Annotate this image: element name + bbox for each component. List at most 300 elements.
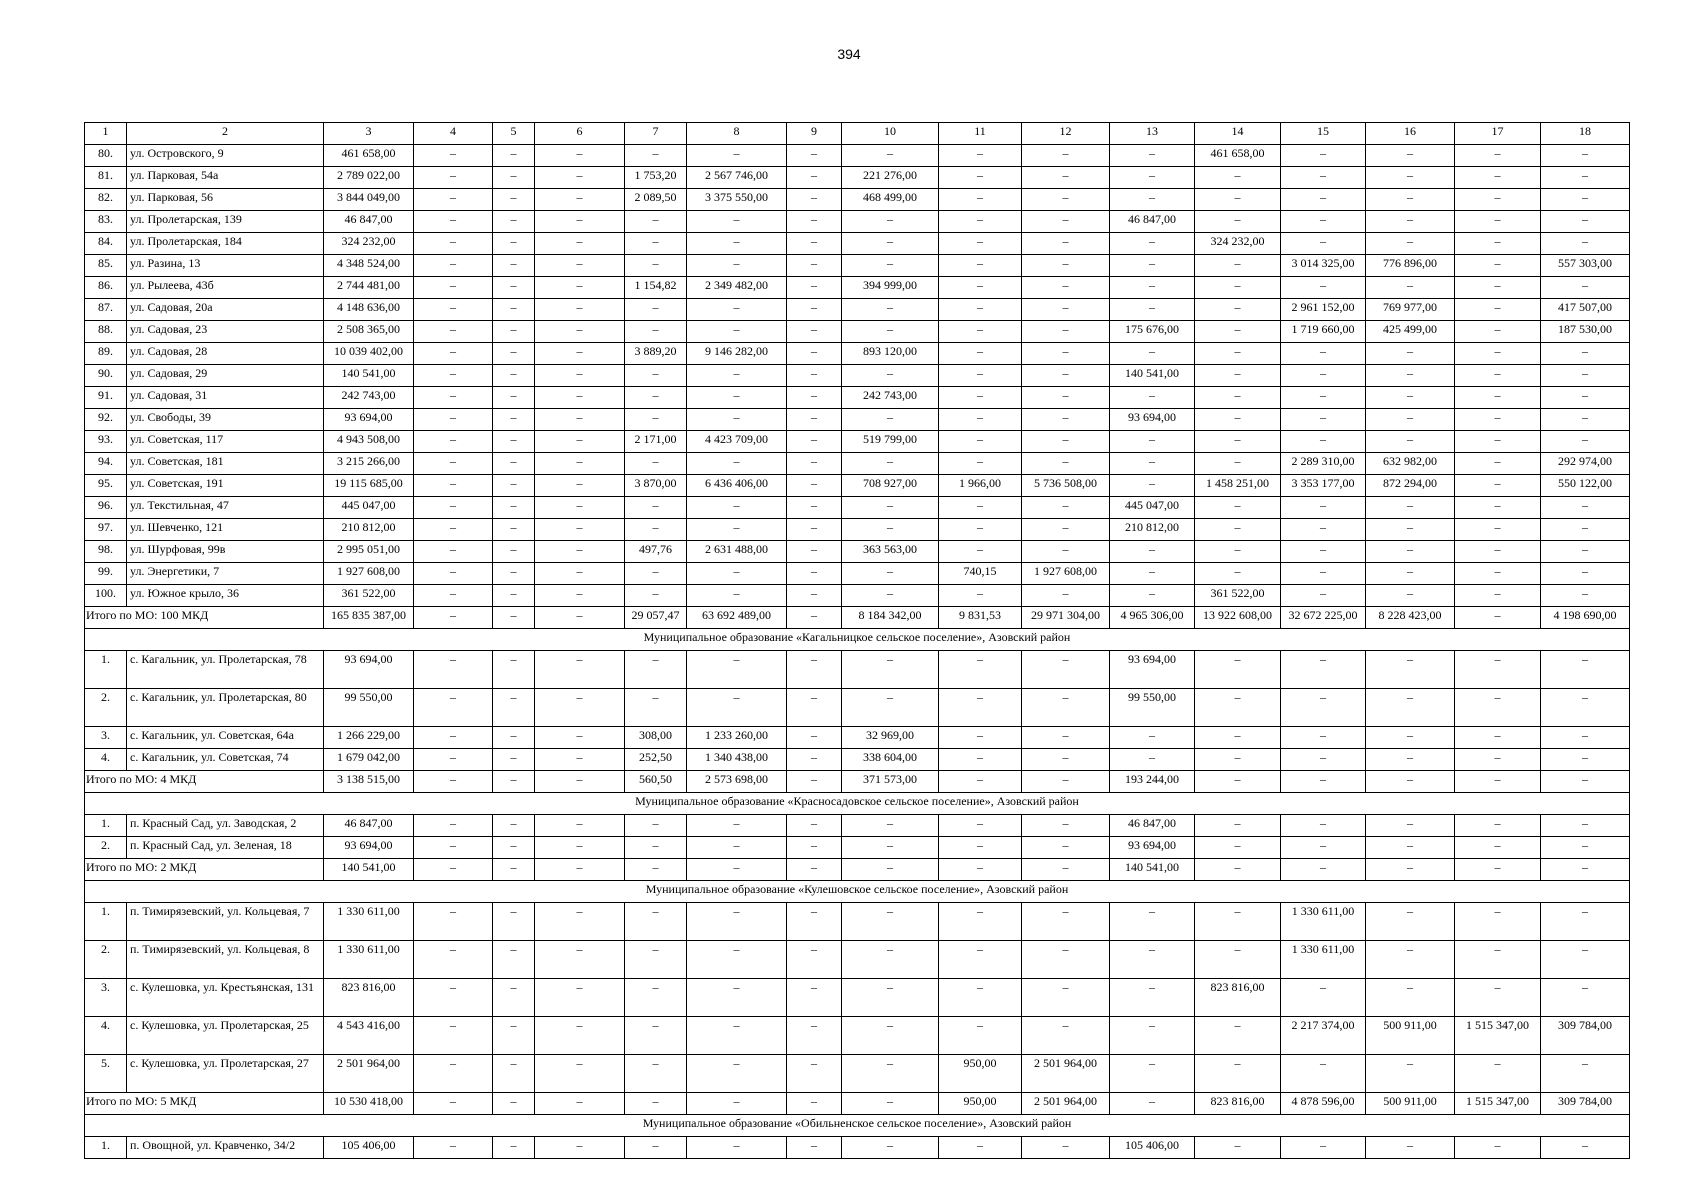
value-cell: – xyxy=(1110,979,1195,1017)
value-cell: – xyxy=(687,497,787,519)
total-cell: – xyxy=(535,1093,625,1115)
value-cell: – xyxy=(687,453,787,475)
value-cell: – xyxy=(939,365,1022,387)
value-cell: – xyxy=(1541,749,1630,771)
address-cell: ул. Рылеева, 43б xyxy=(127,277,324,299)
value-cell: – xyxy=(1281,541,1366,563)
value-cell: – xyxy=(1455,453,1541,475)
total-cell: – xyxy=(787,1093,842,1115)
value-cell: 324 232,00 xyxy=(1195,233,1281,255)
value-cell: – xyxy=(625,1055,687,1093)
total-label: Итого по МО: 2 МКД xyxy=(85,859,324,881)
value-cell: – xyxy=(1366,211,1455,233)
value-cell: – xyxy=(787,727,842,749)
value-cell: – xyxy=(1195,837,1281,859)
value-cell: – xyxy=(1022,321,1110,343)
value-cell: – xyxy=(1110,387,1195,409)
value-cell: – xyxy=(625,365,687,387)
value-cell: – xyxy=(493,585,535,607)
total-cell: 309 784,00 xyxy=(1541,1093,1630,1115)
address-cell: ул. Садовая, 31 xyxy=(127,387,324,409)
value-cell: – xyxy=(535,1055,625,1093)
value-cell: – xyxy=(787,979,842,1017)
value-cell: – xyxy=(687,255,787,277)
value-cell: – xyxy=(687,1017,787,1055)
value-cell: 445 047,00 xyxy=(324,497,414,519)
value-cell: – xyxy=(842,453,939,475)
row-number: 98. xyxy=(85,541,127,563)
value-cell: – xyxy=(493,145,535,167)
value-cell: – xyxy=(1366,541,1455,563)
total-row xyxy=(85,607,1630,629)
value-cell: – xyxy=(1541,837,1630,859)
row-number: 97. xyxy=(85,519,127,541)
value-cell: – xyxy=(787,343,842,365)
value-cell: – xyxy=(787,1017,842,1055)
value-cell: 461 658,00 xyxy=(1195,145,1281,167)
value-cell: – xyxy=(1110,233,1195,255)
total-cell: 10 530 418,00 xyxy=(324,1093,414,1115)
value-cell: – xyxy=(687,979,787,1017)
value-cell: – xyxy=(1022,815,1110,837)
total-cell: – xyxy=(1022,859,1110,881)
value-cell: – xyxy=(687,321,787,343)
value-cell: – xyxy=(1541,211,1630,233)
value-cell: – xyxy=(625,1137,687,1159)
value-cell: 140 541,00 xyxy=(1110,365,1195,387)
value-cell: – xyxy=(493,1137,535,1159)
value-cell: 1 753,20 xyxy=(625,167,687,189)
table-row xyxy=(85,233,1630,255)
value-cell: – xyxy=(1022,903,1110,941)
value-cell: – xyxy=(1541,1137,1630,1159)
value-cell: – xyxy=(1022,1137,1110,1159)
value-cell: 93 694,00 xyxy=(324,837,414,859)
total-cell: – xyxy=(414,859,493,881)
value-cell: – xyxy=(939,815,1022,837)
value-cell: – xyxy=(1455,585,1541,607)
value-cell: – xyxy=(535,727,625,749)
value-cell: 468 499,00 xyxy=(842,189,939,211)
address-cell: п. Тимирязевский, ул. Кольцевая, 8 xyxy=(127,941,324,979)
value-cell: – xyxy=(1455,431,1541,453)
column-header: 11 xyxy=(939,123,1022,145)
value-cell: – xyxy=(939,453,1022,475)
value-cell: – xyxy=(687,903,787,941)
value-cell: – xyxy=(1541,189,1630,211)
value-cell: – xyxy=(1195,651,1281,689)
value-cell: – xyxy=(1541,387,1630,409)
value-cell: – xyxy=(1455,255,1541,277)
value-cell: – xyxy=(1022,453,1110,475)
column-header: 16 xyxy=(1366,123,1455,145)
value-cell: – xyxy=(1455,387,1541,409)
address-cell: с. Кагальник, ул. Пролетарская, 80 xyxy=(127,689,324,727)
table-row xyxy=(85,189,1630,211)
value-cell: – xyxy=(1022,145,1110,167)
value-cell: – xyxy=(1110,1017,1195,1055)
value-cell: 140 541,00 xyxy=(324,365,414,387)
value-cell: – xyxy=(625,941,687,979)
value-cell: – xyxy=(535,749,625,771)
value-cell: – xyxy=(1110,541,1195,563)
table-row xyxy=(85,749,1630,771)
value-cell: – xyxy=(939,651,1022,689)
value-cell: – xyxy=(1195,497,1281,519)
value-cell: – xyxy=(1022,387,1110,409)
table-row xyxy=(85,727,1630,749)
value-cell: – xyxy=(493,211,535,233)
table-row xyxy=(85,585,1630,607)
total-cell: – xyxy=(1110,1093,1195,1115)
value-cell: – xyxy=(493,475,535,497)
value-cell: – xyxy=(1022,189,1110,211)
column-header: 2 xyxy=(127,123,324,145)
value-cell: – xyxy=(1195,727,1281,749)
value-cell: – xyxy=(493,749,535,771)
value-cell: – xyxy=(625,563,687,585)
value-cell: – xyxy=(1366,1137,1455,1159)
value-cell: 46 847,00 xyxy=(324,815,414,837)
row-number: 85. xyxy=(85,255,127,277)
value-cell: – xyxy=(1366,689,1455,727)
value-cell: – xyxy=(535,167,625,189)
value-cell: – xyxy=(1195,167,1281,189)
value-cell: – xyxy=(1541,727,1630,749)
value-cell: – xyxy=(787,277,842,299)
value-cell: 363 563,00 xyxy=(842,541,939,563)
value-cell: 1 927 608,00 xyxy=(324,563,414,585)
value-cell: – xyxy=(1195,749,1281,771)
total-cell: – xyxy=(1195,771,1281,793)
value-cell: 324 232,00 xyxy=(324,233,414,255)
value-cell: – xyxy=(1366,365,1455,387)
table-row xyxy=(85,815,1630,837)
data-table xyxy=(84,122,1630,1159)
value-cell: 3 844 049,00 xyxy=(324,189,414,211)
value-cell: – xyxy=(939,979,1022,1017)
column-header: 15 xyxy=(1281,123,1366,145)
value-cell: – xyxy=(535,563,625,585)
total-cell: 193 244,00 xyxy=(1110,771,1195,793)
address-cell: ул. Шевченко, 121 xyxy=(127,519,324,541)
value-cell: – xyxy=(1022,837,1110,859)
address-cell: ул. Островского, 9 xyxy=(127,145,324,167)
total-cell: – xyxy=(414,771,493,793)
value-cell: – xyxy=(535,343,625,365)
table-row xyxy=(85,1017,1630,1055)
row-number: 84. xyxy=(85,233,127,255)
value-cell: – xyxy=(1455,749,1541,771)
value-cell: – xyxy=(842,1017,939,1055)
value-cell: – xyxy=(535,277,625,299)
table-row xyxy=(85,651,1630,689)
table-row xyxy=(85,255,1630,277)
value-cell: – xyxy=(535,387,625,409)
value-cell: 2 217 374,00 xyxy=(1281,1017,1366,1055)
value-cell: – xyxy=(625,815,687,837)
value-cell: – xyxy=(1110,255,1195,277)
value-cell: – xyxy=(687,563,787,585)
value-cell: 105 406,00 xyxy=(324,1137,414,1159)
value-cell: – xyxy=(1366,277,1455,299)
value-cell: 32 969,00 xyxy=(842,727,939,749)
value-cell: – xyxy=(687,1137,787,1159)
value-cell: – xyxy=(842,409,939,431)
value-cell: 1 330 611,00 xyxy=(1281,941,1366,979)
value-cell: – xyxy=(787,475,842,497)
value-cell: – xyxy=(625,255,687,277)
value-cell: – xyxy=(1455,409,1541,431)
value-cell: – xyxy=(1455,651,1541,689)
value-cell: – xyxy=(842,145,939,167)
value-cell: – xyxy=(939,211,1022,233)
value-cell: – xyxy=(687,365,787,387)
value-cell: – xyxy=(1110,299,1195,321)
value-cell: – xyxy=(493,1017,535,1055)
value-cell: 1 927 608,00 xyxy=(1022,563,1110,585)
total-cell: – xyxy=(493,771,535,793)
value-cell: 3 889,20 xyxy=(625,343,687,365)
value-cell: – xyxy=(1455,1137,1541,1159)
total-cell: – xyxy=(414,1093,493,1115)
value-cell: 417 507,00 xyxy=(1541,299,1630,321)
value-cell: – xyxy=(1366,651,1455,689)
value-cell: 1 266 229,00 xyxy=(324,727,414,749)
value-cell: – xyxy=(939,299,1022,321)
value-cell: – xyxy=(1281,189,1366,211)
address-cell: с. Кагальник, ул. Советская, 74 xyxy=(127,749,324,771)
value-cell: – xyxy=(842,211,939,233)
column-header: 8 xyxy=(687,123,787,145)
value-cell: – xyxy=(842,1137,939,1159)
total-cell: 2 573 698,00 xyxy=(687,771,787,793)
value-cell: 4 148 636,00 xyxy=(324,299,414,321)
address-cell: ул. Энергетики, 7 xyxy=(127,563,324,585)
address-cell: ул. Садовая, 23 xyxy=(127,321,324,343)
value-cell: – xyxy=(1022,167,1110,189)
total-cell: 371 573,00 xyxy=(842,771,939,793)
total-cell: 500 911,00 xyxy=(1366,1093,1455,1115)
table-row xyxy=(85,453,1630,475)
value-cell: – xyxy=(535,255,625,277)
value-cell: 2 349 482,00 xyxy=(687,277,787,299)
total-cell: 823 816,00 xyxy=(1195,1093,1281,1115)
value-cell: 425 499,00 xyxy=(1366,321,1455,343)
value-cell: 175 676,00 xyxy=(1110,321,1195,343)
table-row xyxy=(85,409,1630,431)
value-cell: – xyxy=(787,497,842,519)
value-cell: – xyxy=(535,475,625,497)
table-row xyxy=(85,837,1630,859)
value-cell: – xyxy=(1195,541,1281,563)
total-cell: – xyxy=(787,607,842,629)
value-cell: 338 604,00 xyxy=(842,749,939,771)
total-cell: – xyxy=(939,771,1022,793)
row-number: 2. xyxy=(85,689,127,727)
value-cell: – xyxy=(535,941,625,979)
row-number: 1. xyxy=(85,1137,127,1159)
address-cell: п. Красный Сад, ул. Заводская, 2 xyxy=(127,815,324,837)
value-cell: 93 694,00 xyxy=(324,651,414,689)
value-cell: – xyxy=(1541,585,1630,607)
section-title: Муниципальное образование «Кулешовское сельское поселение», Азовский район xyxy=(85,881,1630,903)
value-cell: – xyxy=(1110,563,1195,585)
table-row xyxy=(85,1137,1630,1159)
value-cell: – xyxy=(1022,343,1110,365)
value-cell: – xyxy=(1455,903,1541,941)
row-number: 82. xyxy=(85,189,127,211)
value-cell: – xyxy=(1110,167,1195,189)
value-cell: – xyxy=(1366,519,1455,541)
value-cell: – xyxy=(414,837,493,859)
value-cell: – xyxy=(1110,145,1195,167)
value-cell: – xyxy=(414,167,493,189)
value-cell: – xyxy=(535,903,625,941)
value-cell: – xyxy=(1022,211,1110,233)
value-cell: – xyxy=(493,497,535,519)
value-cell: – xyxy=(842,837,939,859)
value-cell: 308,00 xyxy=(625,727,687,749)
value-cell: – xyxy=(939,519,1022,541)
value-cell: 4 543 416,00 xyxy=(324,1017,414,1055)
value-cell: – xyxy=(687,651,787,689)
value-cell: – xyxy=(1455,1055,1541,1093)
column-header: 13 xyxy=(1110,123,1195,145)
value-cell: – xyxy=(414,255,493,277)
value-cell: – xyxy=(1366,815,1455,837)
value-cell: – xyxy=(493,519,535,541)
value-cell: – xyxy=(787,299,842,321)
value-cell: – xyxy=(1366,167,1455,189)
value-cell: – xyxy=(493,321,535,343)
value-cell: 776 896,00 xyxy=(1366,255,1455,277)
value-cell: – xyxy=(1541,903,1630,941)
value-cell: – xyxy=(493,277,535,299)
section-header-row xyxy=(85,1115,1630,1137)
total-label: Итого по МО: 4 МКД xyxy=(85,771,324,793)
value-cell: – xyxy=(1195,387,1281,409)
row-number: 92. xyxy=(85,409,127,431)
value-cell: – xyxy=(1281,343,1366,365)
value-cell: – xyxy=(787,941,842,979)
address-cell: ул. Пролетарская, 184 xyxy=(127,233,324,255)
value-cell: – xyxy=(414,1017,493,1055)
column-header: 3 xyxy=(324,123,414,145)
value-cell: – xyxy=(939,189,1022,211)
table-row xyxy=(85,431,1630,453)
value-cell: – xyxy=(1110,585,1195,607)
value-cell: – xyxy=(1022,979,1110,1017)
value-cell: – xyxy=(787,321,842,343)
row-number: 4. xyxy=(85,1017,127,1055)
value-cell: – xyxy=(493,343,535,365)
value-cell: – xyxy=(535,585,625,607)
value-cell: – xyxy=(625,321,687,343)
value-cell: – xyxy=(1366,903,1455,941)
address-cell: п. Красный Сад, ул. Зеленая, 18 xyxy=(127,837,324,859)
table-row xyxy=(85,1055,1630,1093)
value-cell: – xyxy=(1110,903,1195,941)
address-cell: ул. Свободы, 39 xyxy=(127,409,324,431)
value-cell: – xyxy=(687,585,787,607)
value-cell: – xyxy=(1366,941,1455,979)
value-cell: – xyxy=(842,321,939,343)
value-cell: – xyxy=(1455,211,1541,233)
value-cell: – xyxy=(1281,651,1366,689)
total-cell: 560,50 xyxy=(625,771,687,793)
value-cell: – xyxy=(939,233,1022,255)
value-cell: 210 812,00 xyxy=(1110,519,1195,541)
address-cell: ул. Шурфовая, 99в xyxy=(127,541,324,563)
value-cell: – xyxy=(787,585,842,607)
header-row xyxy=(85,123,1630,145)
value-cell: – xyxy=(493,541,535,563)
value-cell: 2 631 488,00 xyxy=(687,541,787,563)
value-cell: – xyxy=(493,255,535,277)
total-cell: – xyxy=(842,1093,939,1115)
value-cell: – xyxy=(414,387,493,409)
value-cell: – xyxy=(1455,299,1541,321)
value-cell: – xyxy=(787,453,842,475)
value-cell: – xyxy=(625,145,687,167)
value-cell: – xyxy=(414,233,493,255)
value-cell: – xyxy=(1281,727,1366,749)
total-cell: 29 057,47 xyxy=(625,607,687,629)
address-cell: ул. Советская, 191 xyxy=(127,475,324,497)
value-cell: – xyxy=(842,233,939,255)
value-cell: – xyxy=(1455,815,1541,837)
value-cell: – xyxy=(535,145,625,167)
value-cell: – xyxy=(414,497,493,519)
value-cell: 740,15 xyxy=(939,563,1022,585)
row-number: 93. xyxy=(85,431,127,453)
value-cell: – xyxy=(1455,145,1541,167)
value-cell: 93 694,00 xyxy=(1110,837,1195,859)
total-cell: – xyxy=(1195,859,1281,881)
value-cell: – xyxy=(1281,431,1366,453)
row-number: 1. xyxy=(85,903,127,941)
value-cell: – xyxy=(1195,409,1281,431)
value-cell: – xyxy=(1455,689,1541,727)
table-row xyxy=(85,211,1630,233)
value-cell: – xyxy=(1195,365,1281,387)
value-cell: – xyxy=(939,1017,1022,1055)
value-cell: – xyxy=(1195,189,1281,211)
value-cell: – xyxy=(842,255,939,277)
value-cell: – xyxy=(1366,233,1455,255)
value-cell: 6 436 406,00 xyxy=(687,475,787,497)
value-cell: – xyxy=(1022,585,1110,607)
value-cell: – xyxy=(535,1017,625,1055)
value-cell: – xyxy=(939,749,1022,771)
value-cell: – xyxy=(1455,321,1541,343)
value-cell: 2 501 964,00 xyxy=(1022,1055,1110,1093)
value-cell: – xyxy=(939,145,1022,167)
value-cell: 823 816,00 xyxy=(1195,979,1281,1017)
value-cell: – xyxy=(1195,299,1281,321)
value-cell: 187 530,00 xyxy=(1541,321,1630,343)
value-cell: – xyxy=(1022,431,1110,453)
value-cell: 99 550,00 xyxy=(324,689,414,727)
total-cell: 4 878 596,00 xyxy=(1281,1093,1366,1115)
value-cell: – xyxy=(1022,233,1110,255)
total-cell: 29 971 304,00 xyxy=(1022,607,1110,629)
total-cell: – xyxy=(1541,771,1630,793)
value-cell: – xyxy=(1541,979,1630,1017)
table-row xyxy=(85,387,1630,409)
total-cell: 63 692 489,00 xyxy=(687,607,787,629)
